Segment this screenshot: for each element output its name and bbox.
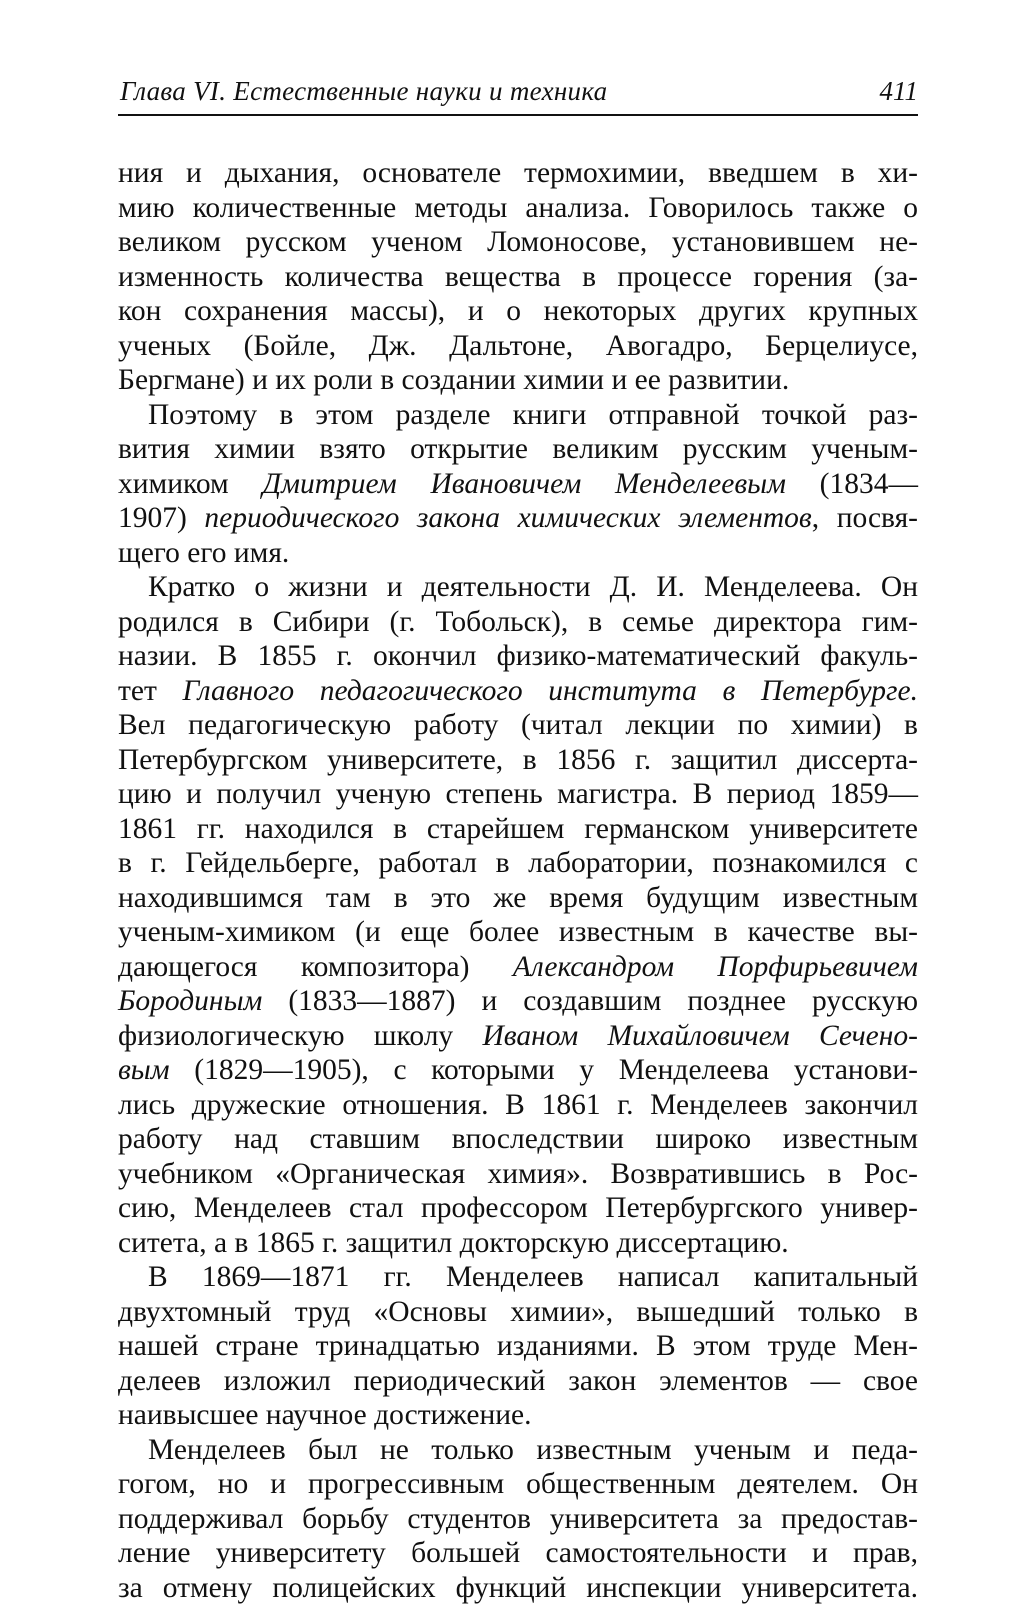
- text-run: дающегося композитора): [118, 951, 513, 983]
- text-line: [118, 1088, 918, 1123]
- text-run: родился в Сибири (г. Тобольск), в семье директора гим-: [118, 606, 918, 638]
- text-run: 1907): [118, 502, 204, 534]
- text-run: ученым-химиком (и еще более известным в качестве вы-: [118, 916, 918, 948]
- text-run: сию, Менделеев стал профессором Петербургского универ-: [118, 1192, 918, 1224]
- text-run: гогом, но и прогрессивным общественным деятелем. Он: [118, 1468, 918, 1500]
- page-number: 411: [880, 76, 919, 107]
- text-line: [118, 812, 918, 847]
- text-line: [118, 1398, 918, 1433]
- text-run: поддерживал борьбу студентов университета за предостав-: [118, 1503, 918, 1535]
- text-line: [118, 1122, 918, 1157]
- text-run: щего его имя.: [118, 537, 289, 569]
- italic-run: периодического закона химических элементов: [204, 502, 811, 534]
- text-line: [118, 605, 918, 640]
- text-run: цию и получил ученую степень магистра. В период 1859—: [118, 778, 918, 810]
- text-run: наивысшее научное достижение.: [118, 1399, 532, 1431]
- text-line: [118, 536, 918, 571]
- text-run: в г. Гейдельберге, работал в лаборатории, познакомился с: [118, 847, 918, 879]
- text-line: [118, 1295, 918, 1330]
- text-line: [118, 1364, 918, 1399]
- text-line: [118, 1226, 918, 1261]
- text-line: [118, 1157, 918, 1192]
- italic-run: Бородиным: [118, 985, 262, 1017]
- text-line: [118, 1260, 918, 1295]
- text-run: нашей стране тринадцатью изданиями. В этом труде Мен-: [118, 1330, 918, 1362]
- text-line: [118, 639, 918, 674]
- text-run: вития химии взято открытие великим русским ученым-: [118, 433, 918, 465]
- text-run: Петербургском университете, в 1856 г. защитил диссерта-: [118, 744, 918, 776]
- text-line: [118, 501, 918, 536]
- text-run: Поэтому в этом разделе книги отправной точкой раз-: [148, 399, 918, 431]
- running-head: Глава VI. Естественные науки и техника: [120, 76, 607, 107]
- text-run: ученых (Бойле, Дж. Дальтоне, Авогадро, Берцелиусе,: [118, 330, 918, 362]
- text-line: [118, 1019, 918, 1054]
- text-line: [118, 1536, 918, 1571]
- text-run: мию количественные методы анализа. Говорилось также о: [118, 192, 918, 224]
- text-line: [118, 984, 918, 1019]
- text-run: физиологическую школу: [118, 1020, 482, 1052]
- text-run: , посвя-: [812, 502, 918, 534]
- text-run: ситета, а в 1865 г. защитил докторскую диссертацию.: [118, 1227, 789, 1259]
- text-line: [118, 156, 918, 191]
- text-line: [118, 363, 918, 398]
- text-run: за отмену полицейских функций инспекции университета.: [118, 1572, 918, 1604]
- text-run: тет: [118, 675, 183, 707]
- text-line: [118, 1329, 918, 1364]
- text-line: [118, 846, 918, 881]
- italic-run: вым: [118, 1054, 170, 1086]
- text-line: [118, 570, 918, 605]
- text-line: [118, 743, 918, 778]
- text-line: [118, 915, 918, 950]
- text-line: [118, 881, 918, 916]
- text-run: (1834—: [786, 468, 918, 500]
- text-line: [118, 1053, 918, 1088]
- text-run: кон сохранения массы), и о некоторых других крупных: [118, 295, 918, 327]
- text-run: (1829—1905), с которыми у Менделеева установи-: [170, 1054, 918, 1086]
- text-run: двухтомный труд «Основы химии», вышедший только в: [118, 1296, 918, 1328]
- text-line: [118, 432, 918, 467]
- text-run: великом русском ученом Ломоносове, установившем не-: [118, 226, 918, 258]
- text-run: назии. В 1855 г. окончил физико-математический факуль-: [118, 640, 918, 672]
- text-run: Менделеев был не только известным ученым и педа-: [148, 1434, 918, 1466]
- text-line: [118, 708, 918, 743]
- text-line: [118, 329, 918, 364]
- text-line: [118, 1502, 918, 1537]
- text-run: делеев изложил периодический закон элементов — свое: [118, 1365, 918, 1397]
- italic-run: Дмитрием Ивановичем Менделеевым: [262, 468, 786, 500]
- text-line: [118, 398, 918, 433]
- text-line: [118, 260, 918, 295]
- text-line: [118, 294, 918, 329]
- text-run: (1833—1887) и создавшим позднее русскую: [262, 985, 918, 1017]
- text-run: ление университету большей самостоятельности и прав,: [118, 1537, 918, 1569]
- text-run: Вел педагогическую работу (читал лекции по химии) в: [118, 709, 918, 741]
- text-run: находившимся там в это же время будущим известным: [118, 882, 918, 914]
- text-line: [118, 674, 918, 709]
- text-run: Кратко о жизни и деятельности Д. И. Менделеева. Он: [148, 571, 918, 603]
- italic-run: Александром Порфирьевичем: [513, 951, 918, 983]
- text-run: ния и дыхания, основателе термохимии, введшем в хи-: [118, 157, 918, 189]
- text-run: В 1869—1871 гг. Менделеев написал капитальный: [148, 1261, 918, 1293]
- text-line: [118, 191, 918, 226]
- text-run: работу над ставшим впоследствии широко известным: [118, 1123, 918, 1155]
- italic-run: Главного педагогического института в Петербурге.: [183, 675, 918, 707]
- text-run: 1861 гг. находился в старейшем германском университете: [118, 813, 918, 845]
- text-line: [118, 1433, 918, 1468]
- text-line: [118, 950, 918, 985]
- text-line: [118, 1467, 918, 1502]
- text-run: лись дружеские отношения. В 1861 г. Менделеев закончил: [118, 1089, 918, 1121]
- text-run: учебником «Органическая химия». Возвратившись в Рос-: [118, 1158, 918, 1190]
- text-run: изменность количества вещества в процессе горения (за-: [118, 261, 918, 293]
- text-run: Бергмане) и их роли в создании химии и ее развитии.: [118, 364, 789, 396]
- body-text: [118, 156, 918, 1605]
- text-line: [118, 1191, 918, 1226]
- italic-run: Иваном Михайловичем Сечено-: [482, 1020, 918, 1052]
- text-line: [118, 467, 918, 502]
- text-line: [118, 225, 918, 260]
- page-header: [118, 74, 918, 116]
- text-line: [118, 777, 918, 812]
- text-run: химиком: [118, 468, 262, 500]
